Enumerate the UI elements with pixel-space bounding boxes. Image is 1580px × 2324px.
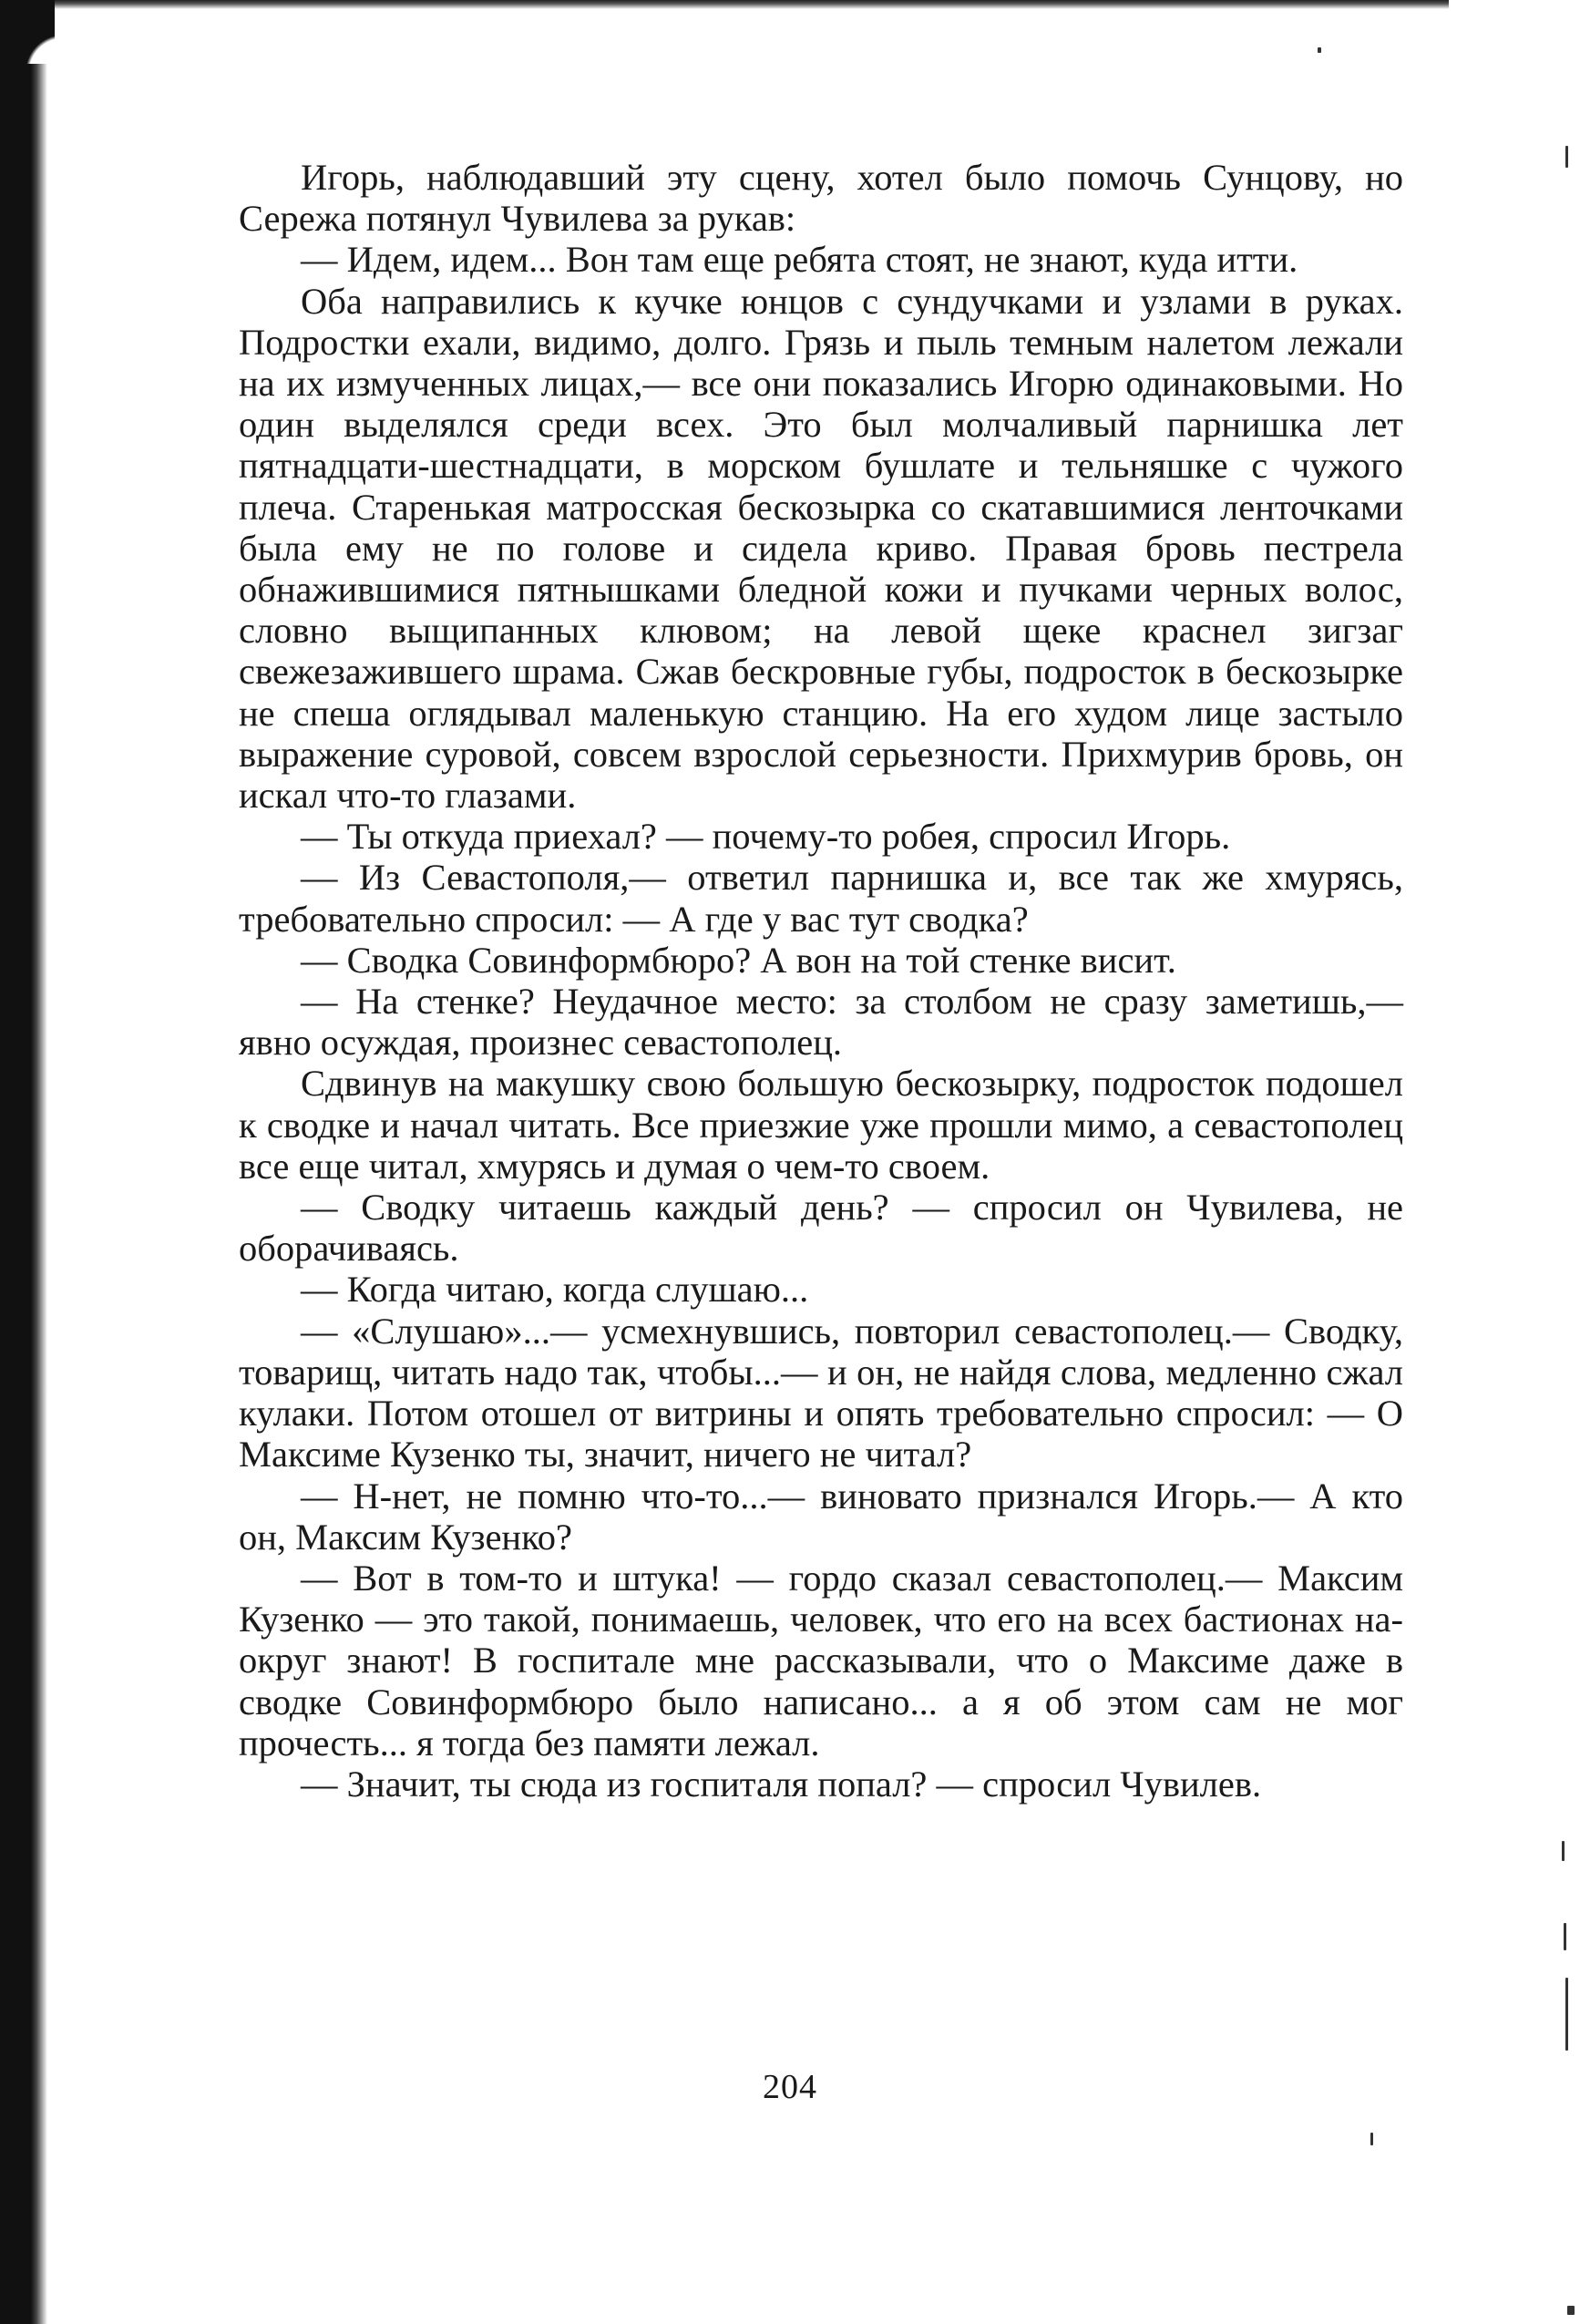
scan-speck — [1370, 2133, 1373, 2145]
scan-top-edge — [27, 0, 1449, 9]
paragraph: — Вот в том-то и штука! — гордо сказал севастополец.— Максим Кузенко — это такой, понимаешь, человек, что его на всех бастионах на-округ знают! В госпитале мне рассказывали, что о Максиме даже в сводке Совинформбюро было написано... а я об этом сам не мог прочесть... я тогда без памяти лежал. — [239, 1557, 1403, 1764]
page-number: 204 — [763, 2068, 817, 2106]
scan-left-edge — [0, 27, 47, 2324]
scan-corner — [0, 0, 55, 64]
paragraph: — Н-нет, не помню что-то...— виновато признался Игорь.— А кто он, Максим Кузенко? — [239, 1475, 1403, 1558]
paragraph: — Идем, идем... Вон там еще ребята стоят, не знают, куда итти. — [301, 239, 1298, 281]
paragraph: — «Слушаю»...— усмехнувшись, повторил севастополец.— Сводку, товарищ, читать надо так, чтобы...— и он, не найдя слова, медленно сжал кулаки. Потом отошел от витрины и опять требовательно спросил: — О Максиме Кузенко ты, значит, ничего не читал? — [239, 1310, 1403, 1476]
page-body-text — [239, 157, 1403, 1805]
scan-speck — [1567, 2306, 1575, 2315]
paragraph: — На стенке? Неудачное место: за столбом не сразу заметишь,— явно осуждая, произнес севастополец. — [239, 981, 1403, 1064]
paragraph: — Ты откуда приехал? — почему-то робея, спросил Игорь. — [301, 816, 1231, 858]
scan-speck — [1565, 146, 1568, 168]
scan-speck — [1318, 47, 1321, 53]
paragraph: Игорь, наблюдавший эту сцену, хотел было помочь Сунцову, но Сережа потянул Чувилева за рукав: — [239, 157, 1403, 240]
paragraph: — Из Севастополя,— ответил парнишка и, все так же хмурясь, требовательно спросил: — А где у вас тут сводка? — [239, 857, 1403, 940]
scan-speck — [1565, 1978, 1568, 2051]
paragraph: — Значит, ты сюда из госпиталя попал? — спросил Чувилев. — [301, 1763, 1262, 1805]
paragraph: — Сводку читаешь каждый день? — спросил он Чувилева, не оборачиваясь. — [239, 1187, 1403, 1270]
paragraph: — Сводка Совинформбюро? А вон на той стенке висит. — [301, 939, 1176, 981]
paragraph: Оба направились к кучке юнцов с сундучками и узлами в руках. Подростки ехали, видимо, долго. Грязь и пыль темным налетом лежали на их измученных лицах,— все они показались Игорю одинаковыми. Но один выделялся среди всех. Это был молчаливый парнишка лет пятнадцати-шестнадцати, в морском бушлате и тельняшке с чужого плеча. Старенькая матросская бескозырка со скатавшимися ленточками была ему не по голове и сидела криво. Правая бровь пестрела обнажившимися пятнышками бледной кожи и пучками черных волос, словно выщипанных клювом; на левой щеке краснел зигзаг свежезажившего шрама. Сжав бескровные губы, подросток в бескозырке не спеша оглядывал маленькую станцию. На его худом лице застыло выражение суровой, совсем взрослой серьезности. Прихмурив бровь, он искал что-то глазами. — [239, 280, 1403, 817]
scan-speck — [1562, 1841, 1565, 1861]
paragraph: — Когда читаю, когда слушаю... — [301, 1269, 809, 1311]
paragraph: Сдвинув на макушку свою большую бескозырку, подросток подошел к сводке и начал читать. Все приезжие уже прошли мимо, а севастополец все еще читал, хмурясь и думая о чем-то своем. — [239, 1063, 1403, 1187]
scan-speck — [1564, 1923, 1566, 1950]
